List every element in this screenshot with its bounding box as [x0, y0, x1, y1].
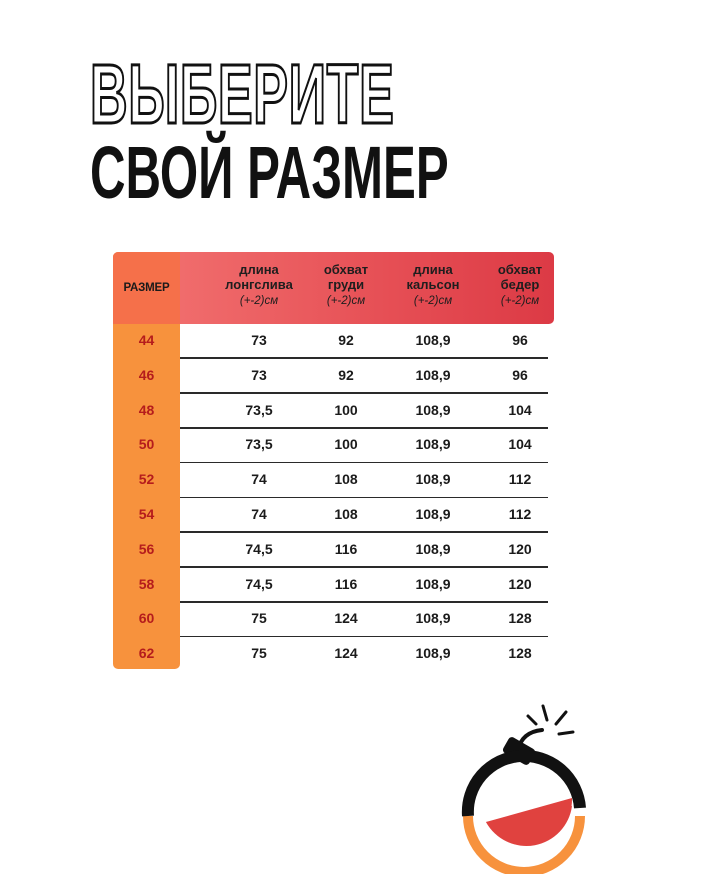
column-header-longsleeve-length: [214, 262, 304, 318]
column-header-chest: [301, 262, 391, 318]
table-cell-longsleeve: 73,5: [245, 401, 273, 418]
table-cell-pants: 108,9: [415, 575, 451, 592]
size-cell: 56: [138, 540, 155, 557]
row-divider: [180, 566, 548, 568]
table-cell-pants: 108,9: [415, 366, 451, 383]
column-header-line: длина: [413, 262, 453, 277]
table-cell-hips: 96: [512, 366, 528, 383]
size-cell: 50: [138, 436, 155, 453]
size-cell: 58: [138, 575, 155, 592]
size-column-header: РАЗМЕР: [123, 282, 170, 294]
heading-line-2: СВОЙ РАЗМЕР: [90, 131, 449, 214]
table-cell-hips: 96: [512, 332, 528, 348]
table-cell-longsleeve: 73: [251, 366, 267, 383]
table-cell-chest: 100: [334, 436, 358, 453]
size-cell: 46: [138, 366, 155, 383]
row-divider: [180, 357, 548, 359]
column-header-line: обхват: [497, 262, 543, 277]
size-cell: 48: [138, 401, 155, 418]
table-cell-chest: 92: [338, 366, 354, 383]
table-cell-hips: 120: [508, 540, 532, 557]
table-cell-pants: 108,9: [415, 436, 451, 453]
table-cell-hips: 112: [508, 506, 532, 522]
row-divider: [180, 531, 548, 533]
column-header-pants-length: [388, 262, 478, 318]
table-cell-longsleeve: 73,5: [245, 436, 273, 453]
table-cell-hips: 128: [508, 645, 532, 662]
column-header-unit: (+-2)см: [326, 295, 366, 307]
column-header-unit: (+-2)см: [500, 295, 540, 307]
row-divider: [180, 601, 548, 603]
row-divider: [180, 427, 548, 429]
table-cell-pants: 108,9: [415, 610, 451, 627]
size-cell: 60: [138, 610, 155, 627]
table-cell-longsleeve: 74: [251, 471, 267, 488]
bomb-icon: [460, 698, 590, 874]
row-divider: [180, 636, 548, 638]
table-cell-chest: 124: [334, 645, 358, 662]
row-divider: [180, 462, 548, 464]
row-divider: [180, 392, 548, 394]
table-cell-chest: 116: [334, 540, 358, 557]
table-cell-pants: 108,9: [415, 540, 451, 557]
column-header-unit: (+-2)см: [413, 295, 453, 307]
table-cell-chest: 124: [334, 610, 358, 627]
table-cell-pants: 108,9: [415, 645, 451, 662]
table-cell-pants: 108,9: [415, 401, 451, 418]
size-cell: 52: [138, 471, 155, 488]
table-cell-chest: 108: [334, 506, 358, 522]
table-cell-pants: 108,9: [415, 506, 451, 522]
heading-line-1: ВЫБЕРИТЕ: [90, 47, 395, 141]
table-cell-hips: 104: [508, 401, 532, 418]
table-cell-chest: 108: [334, 471, 358, 488]
table-cell-hips: 104: [508, 436, 532, 453]
table-cell-pants: 108,9: [415, 332, 451, 348]
table-cell-chest: 116: [334, 575, 358, 592]
table-cell-longsleeve: 74,5: [245, 540, 273, 557]
column-header-line: кальсон: [406, 277, 460, 292]
table-cell-hips: 120: [508, 575, 532, 592]
size-cell: 44: [138, 332, 155, 348]
table-cell-hips: 128: [508, 610, 532, 627]
table-cell-longsleeve: 74: [251, 506, 267, 522]
column-header-hips: [475, 262, 565, 318]
column-header-unit: (+-2)см: [239, 295, 279, 307]
table-cell-chest: 100: [334, 401, 358, 418]
column-header-line: лонгслива: [225, 277, 293, 292]
table-cell-longsleeve: 75: [251, 645, 267, 662]
table-cell-chest: 92: [338, 332, 354, 348]
size-cell: 54: [138, 506, 155, 522]
size-cell: 62: [138, 645, 155, 662]
column-header-line: длина: [239, 262, 279, 277]
column-header-line: груди: [327, 277, 365, 292]
table-cell-pants: 108,9: [415, 471, 451, 488]
table-cell-hips: 112: [508, 471, 532, 488]
table-cell-longsleeve: 75: [251, 610, 267, 627]
table-cell-longsleeve: 73: [251, 332, 267, 348]
row-divider: [180, 497, 548, 499]
table-cell-longsleeve: 74,5: [245, 575, 273, 592]
column-header-line: обхват: [323, 262, 369, 277]
column-header-line: бедер: [500, 277, 540, 292]
